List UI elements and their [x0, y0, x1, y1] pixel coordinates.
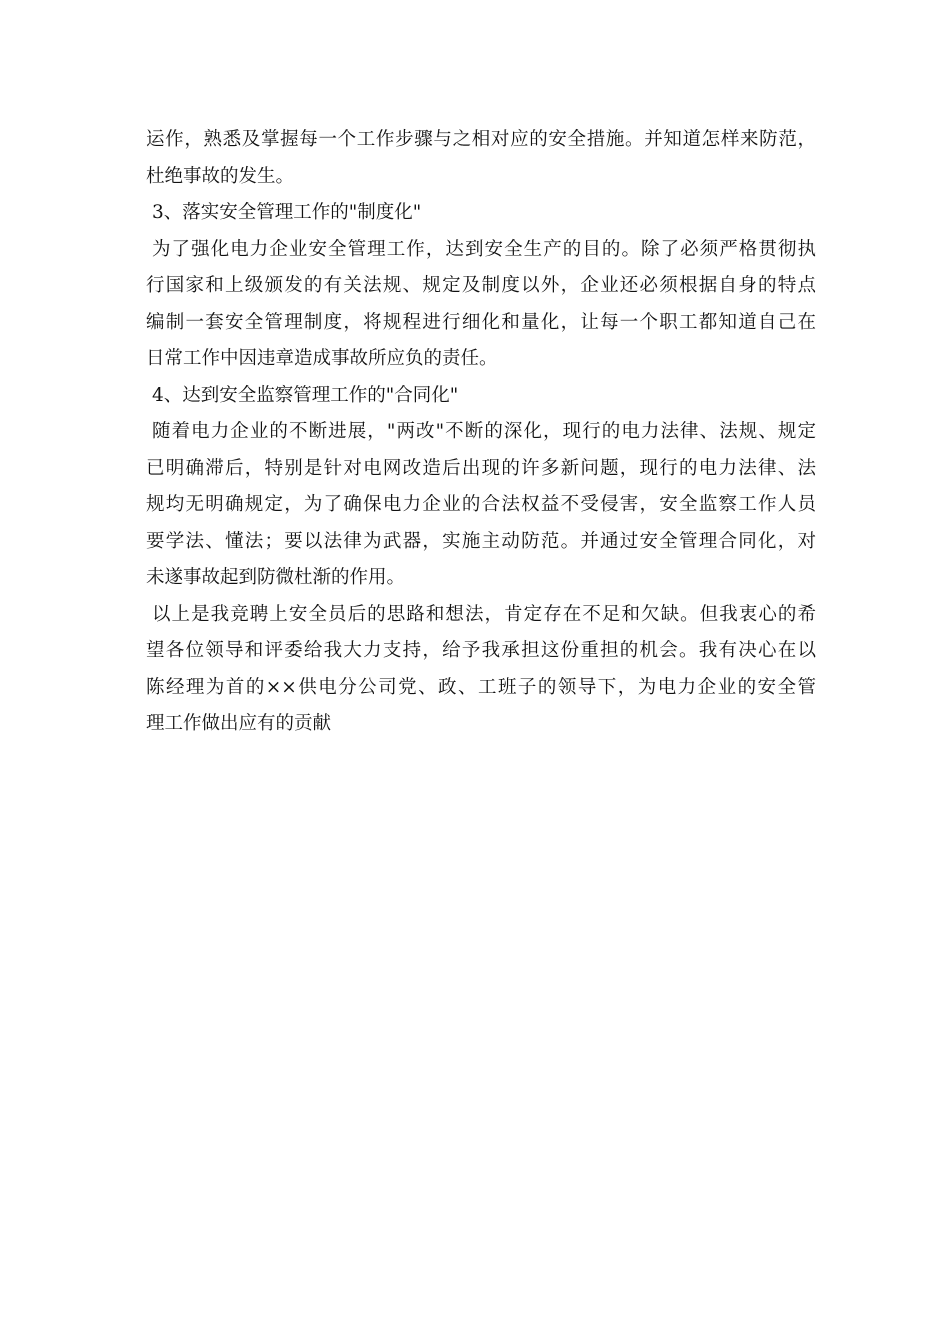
section-heading: 3、落实安全管理工作的"制度化" — [152, 202, 422, 223]
text-line: 要学法、懂法；要以法律为武器，实施主动防范。并通过安全管理合同化，对 — [146, 530, 816, 552]
text-line: 已明确滞后，特别是针对电网改造后出现的许多新问题，现行的电力法律、法 — [146, 457, 816, 479]
text-line: 杜绝事故的发生。 — [146, 165, 295, 187]
text-line: 编制一套安全管理制度，将规程进行细化和量化，让每一个职工都知道自己在 — [146, 311, 816, 333]
section-heading: 4、达到安全监察管理工作的"合同化" — [152, 384, 459, 406]
text-line: 陈经理为首的××供电分公司党、政、工班子的领导下，为电力企业的安全管 — [146, 676, 816, 698]
document-body — [146, 122, 816, 743]
text-line: 望各位领导和评委给我大力支持，给予我承担这份重担的机会。我有决心在以 — [146, 640, 816, 661]
text-line: 为了强化电力企业安全管理工作，达到安全生产的目的。除了必须严格贯彻执 — [152, 238, 816, 260]
text-line: 理工作做出应有的贡献 — [146, 713, 332, 734]
text-line: 以上是我竞聘上安全员后的思路和想法，肯定存在不足和欠缺。但我衷心的希 — [152, 603, 816, 625]
text-line: 运作，熟悉及掌握每一个工作步骤与之相对应的安全措施。并知道怎样来防范， — [146, 129, 816, 150]
text-line: 规均无明确规定，为了确保电力企业的合法权益不受侵害，安全监察工作人员 — [146, 494, 816, 515]
text-line: 未遂事故起到防微杜渐的作用。 — [146, 567, 406, 588]
text-line: 行国家和上级颁发的有关法规、规定及制度以外，企业还必须根据自身的特点 — [146, 275, 816, 296]
text-line: 日常工作中因违章造成事故所应负的责任。 — [146, 348, 498, 369]
text-line: 随着电力企业的不断进展，"两改"不断的深化，现行的电力法律、法规、规定 — [152, 421, 816, 442]
